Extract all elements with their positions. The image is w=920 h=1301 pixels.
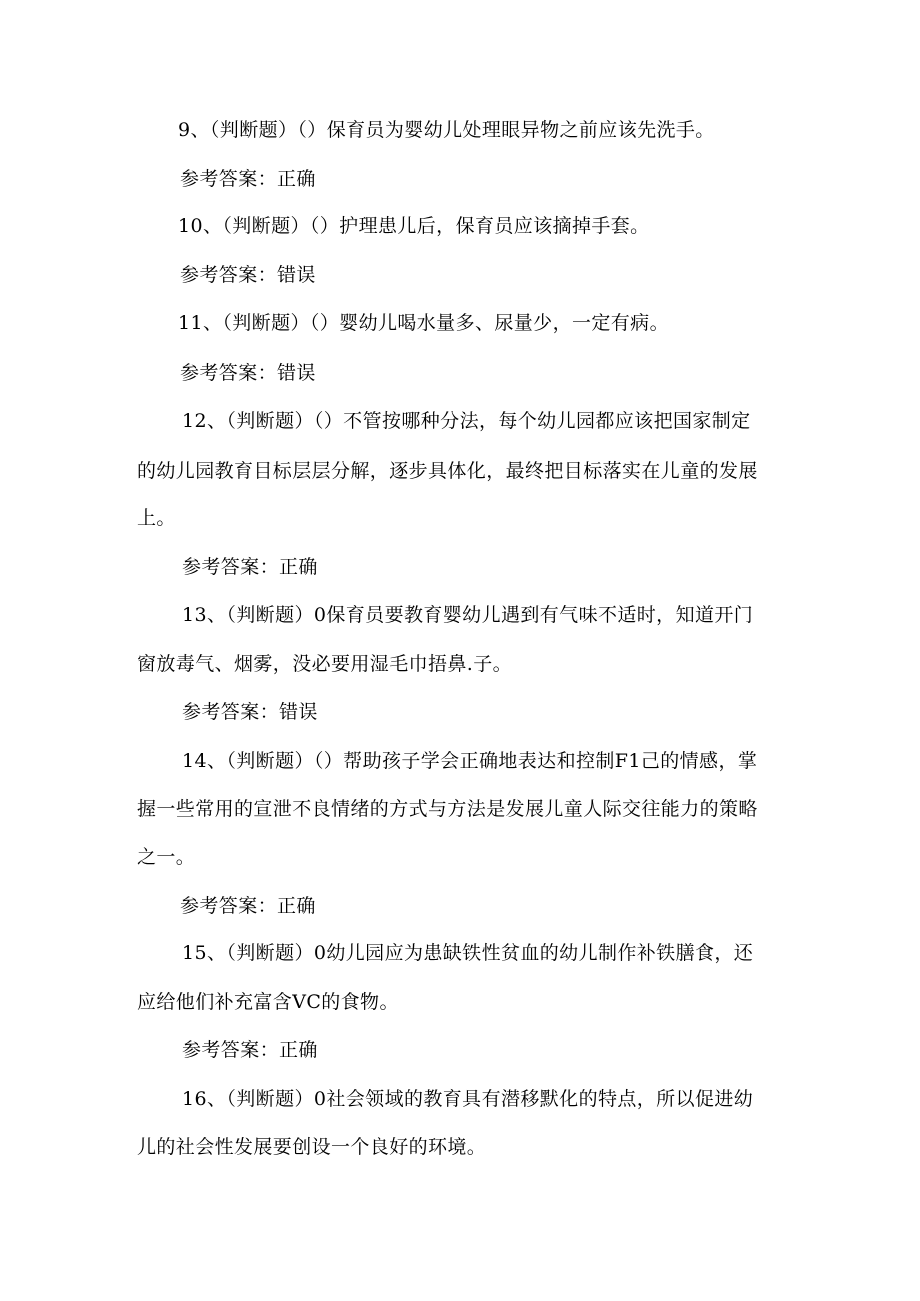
question-14-line-2: 握一些常用的宣泄不良情绪的方式与方法是发展儿童人际交往能力的策略 xyxy=(137,798,758,820)
question-13-line-1: 13、（判断题）0保育员要教育婴幼儿遇到有气味不适时，知道开门 xyxy=(182,604,754,626)
question-11: 11、（判断题）（）婴幼儿喝水量多、尿量少，一定有病。 xyxy=(178,312,669,334)
question-16-line-1: 16、（判断题）0社会领域的教育具有潜移默化的特点，所以促进幼 xyxy=(182,1088,754,1110)
answer-12: 参考答案：正确 xyxy=(182,556,318,578)
answer-15: 参考答案：正确 xyxy=(182,1039,318,1061)
answer-14: 参考答案：正确 xyxy=(180,895,316,917)
question-10: 10、（判断题）（）护理患儿后，保育员应该摘掉手套。 xyxy=(178,215,650,237)
question-9: 9、（判断题）（）保育员为婴幼儿处理眼异物之前应该先洗手。 xyxy=(178,119,715,141)
question-14-line-1: 14、（判断题）（）帮助孩子学会正确地表达和控制F1己的情感，掌 xyxy=(182,750,758,772)
question-12-line-2: 的幼儿园教育目标层层分解，逐步具体化，最终把目标落实在儿童的发展 xyxy=(137,460,758,482)
answer-9: 参考答案：正确 xyxy=(180,168,316,190)
answer-11: 参考答案：错误 xyxy=(180,362,316,384)
question-12-line-3: 上。 xyxy=(137,507,176,529)
question-13-line-2: 窗放毒气、烟雾，没必要用湿毛巾捂鼻.子。 xyxy=(137,653,513,675)
question-12-line-1: 12、（判断题）（）不管按哪种分法，每个幼儿园都应该把国家制定 xyxy=(182,410,751,432)
question-15-line-1: 15、（判断题）0幼儿园应为患缺铁性贫血的幼儿制作补铁膳食，还 xyxy=(182,942,754,964)
answer-13: 参考答案：错误 xyxy=(182,701,318,723)
question-14-line-3: 之一。 xyxy=(137,846,196,868)
answer-10: 参考答案：错误 xyxy=(180,264,316,286)
question-15-line-2: 应给他们补充富含VC的食物。 xyxy=(137,991,399,1013)
question-16-line-2: 儿的社会性发展要创设一个良好的环境。 xyxy=(137,1136,487,1158)
